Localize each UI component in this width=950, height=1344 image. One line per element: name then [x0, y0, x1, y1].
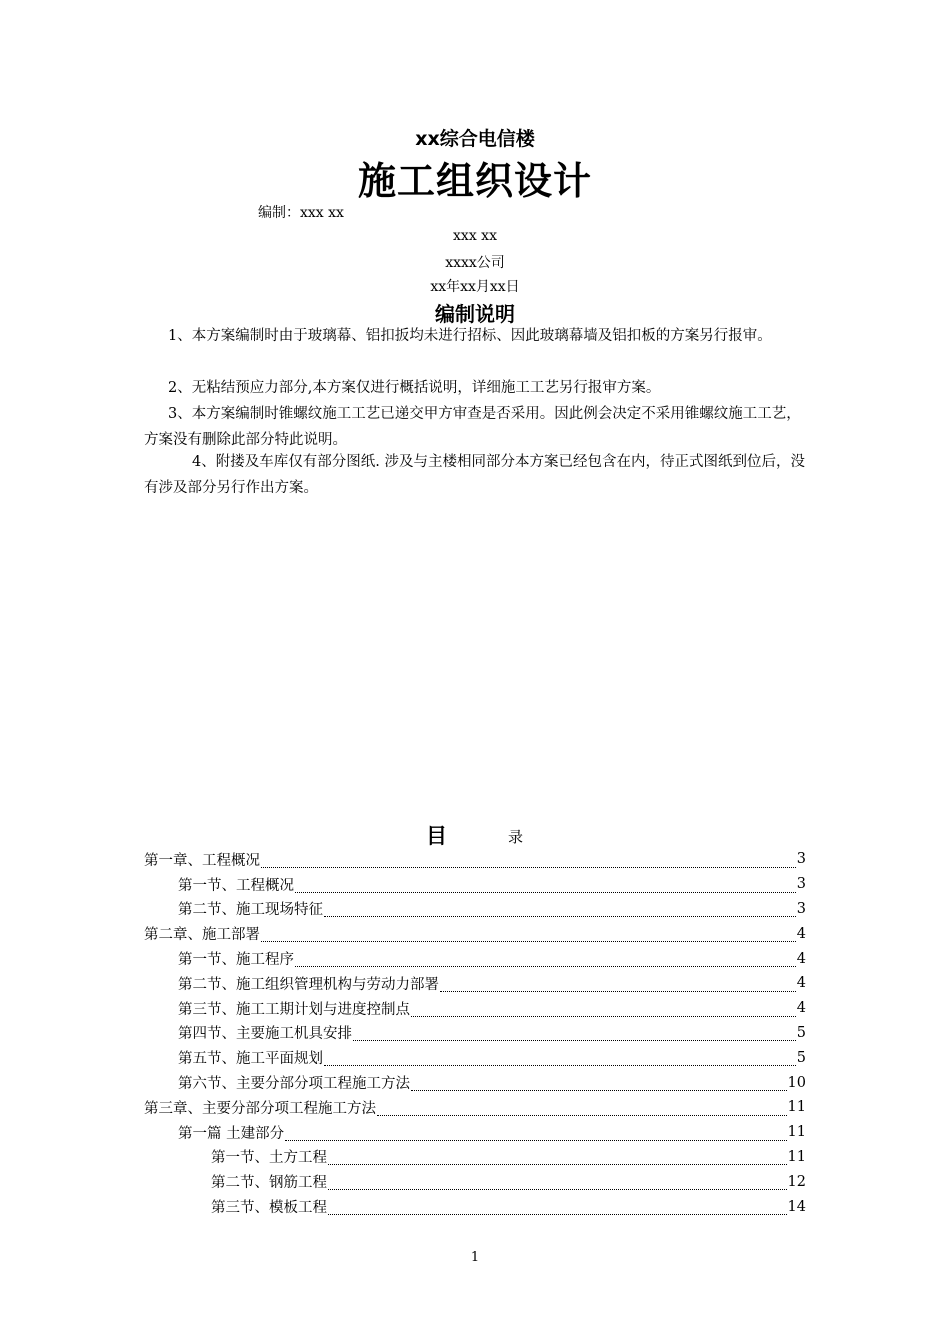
notes-heading: 编制说明	[435, 302, 515, 326]
toc-entry[interactable]	[144, 872, 806, 897]
toc-entry-page: 14	[787, 1198, 806, 1215]
toc-entry-page: 3	[796, 851, 806, 868]
toc-title-left: 目	[426, 824, 447, 848]
toc-leader-dots	[328, 1200, 787, 1215]
toc-entry[interactable]	[144, 1120, 806, 1145]
toc-entry-page: 5	[796, 1024, 806, 1041]
toc-leader-dots	[324, 1051, 796, 1066]
toc-leader-dots	[328, 1150, 787, 1165]
toc-entry-page: 11	[787, 1124, 806, 1141]
toc-entry-page: 4	[796, 1000, 806, 1017]
toc-entry[interactable]	[144, 1095, 806, 1120]
toc-entry-page: 4	[796, 975, 806, 992]
toc-entry-label: 第二节、钢筋工程	[211, 1175, 327, 1192]
toc-entry-page: 4	[796, 950, 806, 967]
toc-entry-label: 第二章、施工部署	[144, 927, 260, 944]
table-of-contents	[144, 847, 806, 1219]
toc-entry-page: 4	[796, 925, 806, 942]
note-paragraph: 2、无粘结预应力部分,本方案仅进行概括说明，详细施工工艺另行报审方案。	[168, 380, 661, 396]
toc-entry[interactable]	[144, 1070, 806, 1095]
toc-entry-page: 3	[796, 900, 806, 917]
toc-entry[interactable]	[144, 1021, 806, 1046]
toc-leader-dots	[353, 1026, 796, 1041]
toc-entry-label: 第三节、模板工程	[211, 1200, 327, 1217]
toc-leader-dots	[261, 853, 796, 868]
compiler-line: 编制：xxx xx	[258, 205, 344, 221]
toc-entry-label: 第五节、施工平面规划	[178, 1051, 323, 1068]
toc-entry[interactable]	[144, 1145, 806, 1170]
toc-entry-label: 第一篇 土建部分	[178, 1125, 285, 1142]
toc-entry-label: 第一章、工程概况	[144, 852, 260, 869]
toc-entry-label: 第三章、主要分部分项工程施工方法	[144, 1100, 376, 1117]
toc-leader-dots	[411, 1076, 787, 1091]
toc-entry-label: 第二节、施工组织管理机构与劳动力部署	[178, 976, 439, 993]
note-paragraph: 3、本方案编制时锥螺纹施工工艺已递交甲方审查是否采用。因此例会决定不采用锥螺纹施工工艺，方案没有删除此部分特此说明。	[144, 406, 801, 448]
toc-entry-label: 第六节、主要分部分项工程施工方法	[178, 1076, 410, 1093]
toc-leader-dots	[285, 1126, 786, 1141]
toc-entry[interactable]	[144, 1194, 806, 1219]
toc-entry[interactable]	[144, 897, 806, 922]
document-title: 施工组织设计	[357, 159, 592, 203]
date-line: xx年xx月xx日	[430, 279, 520, 295]
company-line: xxxx公司	[445, 255, 505, 271]
toc-leader-dots	[324, 902, 796, 917]
toc-leader-dots	[377, 1101, 787, 1116]
toc-entry-label: 第一节、土方工程	[211, 1150, 327, 1167]
toc-leader-dots	[261, 927, 796, 942]
toc-entry-page: 5	[796, 1049, 806, 1066]
project-subtitle: xx综合电信楼	[415, 128, 535, 150]
toc-entry[interactable]	[144, 847, 806, 872]
toc-entry-page: 11	[787, 1148, 806, 1165]
toc-leader-dots	[295, 878, 796, 893]
toc-entry[interactable]	[144, 996, 806, 1021]
toc-entry-label: 第二节、施工现场特征	[178, 902, 323, 919]
toc-entry-label: 第一节、施工程序	[178, 952, 294, 969]
toc-entry[interactable]	[144, 921, 806, 946]
toc-entry-page: 12	[787, 1173, 806, 1190]
toc-entry-label: 第四节、主要施工机具安排	[178, 1026, 352, 1043]
toc-entry-page: 11	[787, 1099, 806, 1116]
toc-entry-label: 第一节、工程概况	[178, 877, 294, 894]
note-paragraph: 4、附搂及车库仅有部分图纸. 涉及与主楼相同部分本方案已经包含在内，待正式图纸到位后，没有涉及部分另行作出方案。	[144, 454, 805, 496]
toc-leader-dots	[295, 952, 796, 967]
toc-entry[interactable]	[144, 946, 806, 971]
note-paragraph: 1、本方案编制时由于玻璃幕、铝扣扳均未进行招标、因此玻璃幕墙及铝扣板的方案另行报审。	[168, 328, 772, 344]
toc-leader-dots	[411, 1002, 796, 1017]
toc-entry[interactable]	[144, 1045, 806, 1070]
toc-leader-dots	[328, 1175, 787, 1190]
toc-entry-page: 3	[796, 876, 806, 893]
toc-entry[interactable]	[144, 1169, 806, 1194]
toc-leader-dots	[440, 977, 796, 992]
author-line: xxx xx	[453, 228, 497, 244]
toc-title-right: 录	[508, 828, 524, 846]
toc-entry[interactable]	[144, 971, 806, 996]
page-number: 1	[470, 1250, 480, 1265]
toc-entry-page: 10	[787, 1074, 806, 1091]
toc-entry-label: 第三节、施工工期计划与进度控制点	[178, 1001, 410, 1018]
